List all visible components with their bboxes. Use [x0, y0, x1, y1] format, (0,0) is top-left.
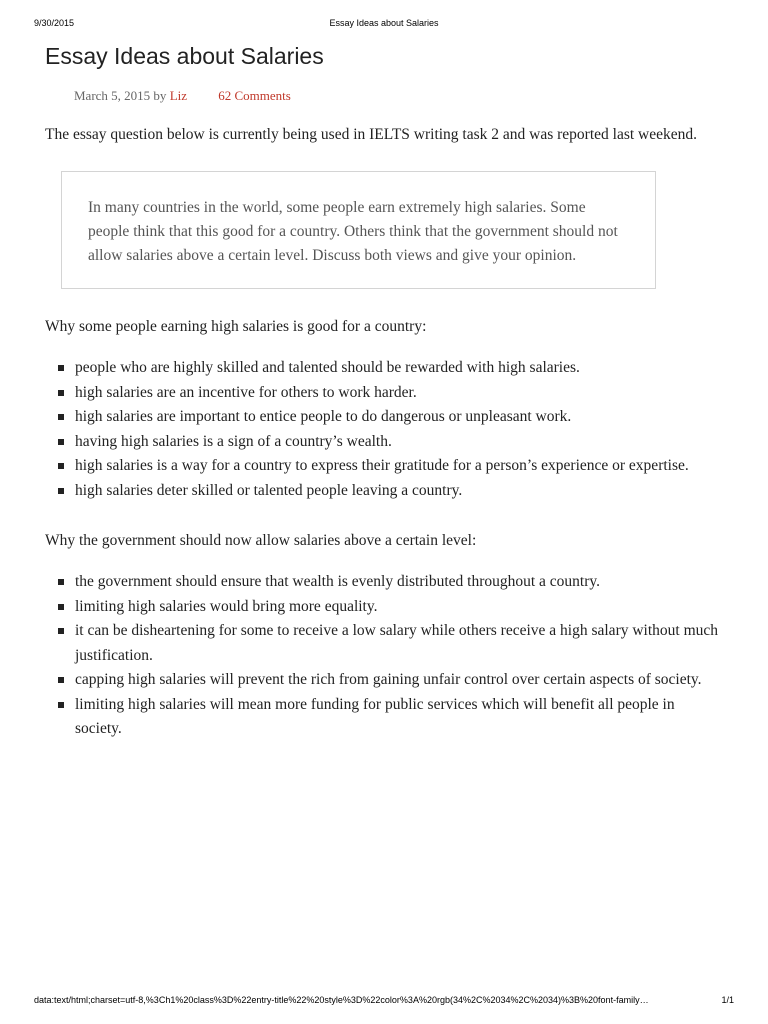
list-item: [75, 405, 725, 430]
square-bullet-icon: [58, 628, 64, 634]
print-header: [0, 18, 768, 30]
list-item-text: having high salaries is a sign of a country’s wealth.: [75, 432, 392, 450]
post-meta: [45, 88, 725, 106]
list-item-text: limiting high salaries will mean more funding for public services which will benefit all people in society.: [75, 695, 675, 737]
square-bullet-icon: [58, 463, 64, 469]
list-item-text: it can be disheartening for some to receive a low salary while others receive a high salary without much justification.: [75, 622, 719, 664]
print-title: Essay Ideas about Salaries: [329, 18, 439, 28]
list-item-text: the government should ensure that wealth is evenly distributed throughout a country.: [75, 573, 601, 590]
print-url: data:text/html;charset=utf-8,%3Ch1%20class%3D%22entry-title%22%20style%3D%22color%3A%20rgb(34%2C%2034%2C%2034)%3B%20font-family…: [34, 995, 649, 1005]
section-heading-pros: Why some people earning high salaries is good for a country:: [45, 318, 427, 335]
list-item: [75, 668, 725, 693]
list-item-text: high salaries are an incentive for others to work harder.: [75, 383, 417, 401]
list-item-text: capping high salaries will prevent the rich from gaining unfair control over certain aspects of society.: [75, 671, 702, 688]
list-item: [75, 595, 725, 620]
pros-list: [45, 356, 725, 503]
square-bullet-icon: [58, 604, 64, 610]
square-bullet-icon: [58, 579, 64, 585]
square-bullet-icon: [58, 365, 64, 371]
list-item-text: high salaries is a way for a country to express their gratitude for a person’s experience or expertise.: [75, 457, 689, 474]
essay-question-quote: In many countries in the world, some people earn extremely high salaries. Some people think that this good for a country. Others think that the government should not allow salaries above a certain level. Discuss both views and give your opinion.: [61, 171, 656, 289]
print-footer: [0, 995, 768, 1007]
comments-link[interactable]: 62 Comments: [218, 88, 291, 103]
square-bullet-icon: [58, 390, 64, 396]
list-item: [75, 381, 725, 406]
list-item: [75, 454, 725, 479]
list-item-text: high salaries are important to entice people to do dangerous or unpleasant work.: [75, 408, 572, 425]
cons-list: [45, 570, 725, 742]
author-link[interactable]: Liz: [169, 88, 188, 103]
section-heading-cons: Why the government should now allow salaries above a certain level:: [45, 532, 477, 549]
list-item: [75, 619, 725, 668]
list-item-text: limiting high salaries would bring more equality.: [75, 597, 378, 615]
square-bullet-icon: [58, 439, 64, 445]
square-bullet-icon: [58, 677, 64, 683]
square-bullet-icon: [58, 488, 64, 494]
list-item: [75, 479, 725, 504]
list-item: [75, 693, 725, 742]
post-date: March 5, 2015 by: [74, 88, 167, 103]
list-item-text: people who are highly skilled and talented should be rewarded with high salaries.: [75, 359, 580, 376]
list-item: [75, 430, 725, 455]
page-title: Essay Ideas about Salaries: [45, 43, 324, 69]
list-item: [75, 356, 725, 381]
square-bullet-icon: [58, 414, 64, 420]
page-number: 1/1: [721, 995, 734, 1005]
print-date: 9/30/2015: [34, 18, 75, 28]
square-bullet-icon: [58, 702, 64, 708]
article: [45, 40, 725, 742]
intro-paragraph: The essay question below is currently being used in IELTS writing task 2 and was reported last weekend.: [45, 126, 697, 143]
list-item: [75, 570, 725, 595]
list-item-text: high salaries deter skilled or talented people leaving a country.: [75, 481, 463, 499]
